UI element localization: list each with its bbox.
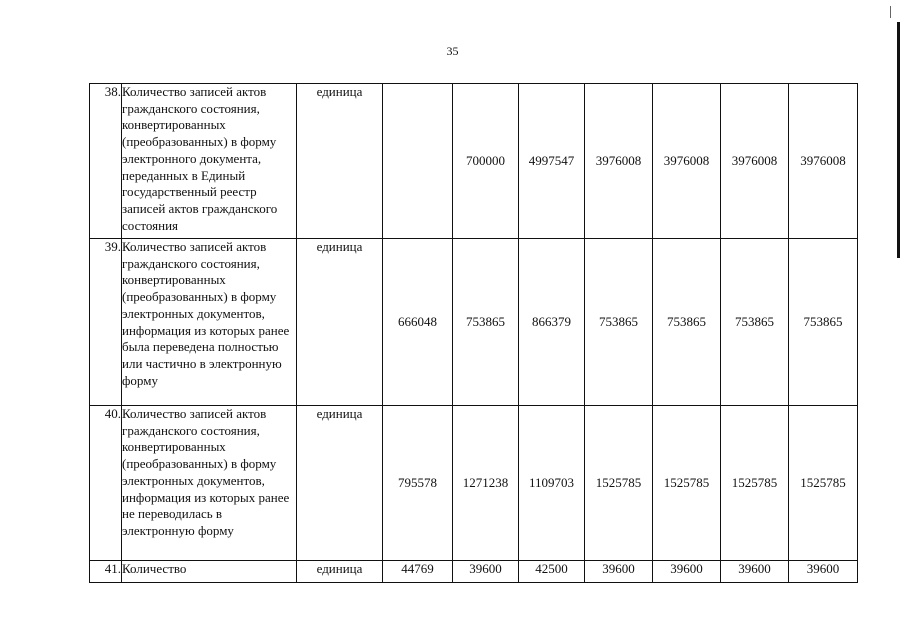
row-description: Количество записей актов гражданского состояния, конвертированных (преобразованных) в форму электронных документов, информация из которых ранее была переведена полностью или частично в электронную форму [122, 239, 297, 406]
row-description: Количество записей актов гражданского состояния, конвертированных (преобразованных) в форму электронного документа, переданных в Единый государственный реестр записей актов гражданского состояния [122, 84, 297, 239]
value-cell: 1525785 [789, 406, 858, 561]
value-cell: 39600 [585, 561, 653, 583]
value-cell: 753865 [653, 239, 721, 406]
value-cell: 753865 [453, 239, 519, 406]
value-cell: 666048 [383, 239, 453, 406]
row-unit: единица [297, 406, 383, 561]
value-cell: 1525785 [653, 406, 721, 561]
row-number: 38. [90, 84, 122, 239]
value-cell: 3976008 [653, 84, 721, 239]
row-number: 39. [90, 239, 122, 406]
value-cell: 700000 [453, 84, 519, 239]
value-cell: 753865 [721, 239, 789, 406]
scan-edge-tick [890, 6, 891, 18]
value-cell: 1525785 [721, 406, 789, 561]
value-cell: 39600 [653, 561, 721, 583]
value-cell: 42500 [519, 561, 585, 583]
row-number: 41. [90, 561, 122, 583]
value-cell: 39600 [789, 561, 858, 583]
row-description: Количество записей актов гражданского состояния, конвертированных (преобразованных) в форму электронных документов, информация из которых ранее не переводилась в электронную форму [122, 406, 297, 561]
value-cell: 44769 [383, 561, 453, 583]
page-number: 35 [446, 44, 459, 58]
value-cell: 39600 [453, 561, 519, 583]
row-unit: единица [297, 84, 383, 239]
value-cell: 1109703 [519, 406, 585, 561]
value-cell: 3976008 [585, 84, 653, 239]
records-table [89, 83, 858, 583]
table-row [90, 239, 858, 406]
row-description: Количество [122, 561, 297, 583]
row-number: 40. [90, 406, 122, 561]
value-cell: 1525785 [585, 406, 653, 561]
value-cell: 4997547 [519, 84, 585, 239]
value-cell: 753865 [585, 239, 653, 406]
value-cell: 3976008 [721, 84, 789, 239]
table-row [90, 406, 858, 561]
row-unit: единица [297, 239, 383, 406]
table-row [90, 84, 858, 239]
value-cell: 1271238 [453, 406, 519, 561]
value-cell: 39600 [721, 561, 789, 583]
value-cell [383, 84, 453, 239]
table-row [90, 561, 858, 583]
value-cell: 753865 [789, 239, 858, 406]
value-cell: 795578 [383, 406, 453, 561]
value-cell: 3976008 [789, 84, 858, 239]
value-cell: 866379 [519, 239, 585, 406]
row-unit: единица [297, 561, 383, 583]
